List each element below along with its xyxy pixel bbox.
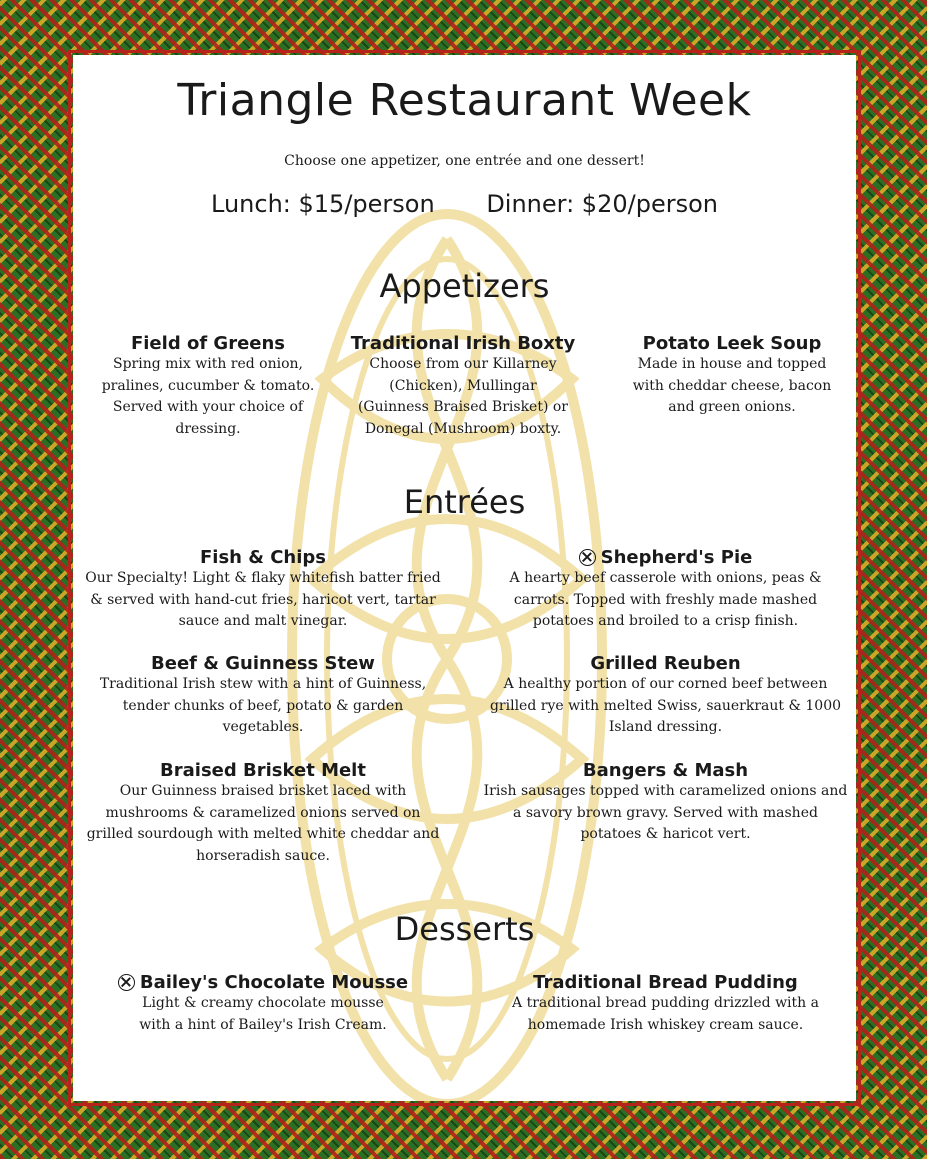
- menu-item: [338, 333, 588, 440]
- signature-dish-icon: [579, 549, 596, 566]
- item-name: Shepherd's Pie: [600, 547, 753, 568]
- menu-item: [83, 653, 443, 739]
- page-title: Triangle Restaurant Week: [177, 75, 752, 126]
- item-description: Choose from our Killarney (Chicken), Mullingar (Guinness Braised Brisket) or Donegal (Mushroom) boxty.: [357, 356, 569, 437]
- item-name: Traditional Irish Boxty: [350, 333, 576, 354]
- dinner-price: Dinner: $20/person: [486, 190, 718, 218]
- item-description: Made in house and topped with cheddar cheese, bacon and green onions.: [632, 356, 832, 415]
- item-description: Irish sausages topped with caramelized onions and a savory brown gravy. Served with mashed potatoes & haricot vert.: [483, 783, 848, 842]
- item-name: Fish & Chips: [199, 547, 327, 568]
- menu-item: [483, 972, 848, 1036]
- item-name: Beef & Guinness Stew: [151, 653, 375, 674]
- tagline: Choose one appetizer, one entrée and one dessert!: [284, 153, 645, 169]
- item-name: Bangers & Mash: [582, 760, 749, 781]
- item-description: Spring mix with red onion, pralines, cucumber & tomato. Served with your choice of dressing.: [101, 356, 315, 437]
- menu-item: [483, 547, 848, 633]
- item-name: Traditional Bread Pudding: [533, 972, 798, 993]
- menu-item: [83, 760, 443, 867]
- signature-dish-icon: [118, 974, 135, 991]
- item-name: Potato Leek Soup: [642, 333, 822, 354]
- item-name: Field of Greens: [130, 333, 286, 354]
- appetizers-heading: Appetizers: [379, 267, 550, 305]
- menu-item: [618, 333, 846, 419]
- item-description: A healthy portion of our corned beef between grilled rye with melted Swiss, sauerkraut & 1000 Island dressing.: [489, 676, 842, 735]
- menu-item: [483, 653, 848, 739]
- menu-item: [83, 972, 443, 1036]
- menu-page: [73, 55, 856, 1101]
- item-description: A traditional bread pudding drizzled with a homemade Irish whiskey cream sauce.: [512, 995, 819, 1033]
- item-description: Our Specialty! Light & flaky whitefish batter fried & served with hand-cut fries, haricot vert, tartar sauce and malt vinegar.: [85, 570, 441, 629]
- lunch-price: Lunch: $15/person: [211, 190, 435, 218]
- item-name: Bailey's Chocolate Mousse: [139, 972, 409, 993]
- desserts-heading: Desserts: [394, 910, 535, 948]
- menu-item: [78, 333, 338, 440]
- item-name: Grilled Reuben: [590, 653, 741, 674]
- entrees-heading: Entrées: [403, 483, 526, 521]
- item-description: A hearty beef casserole with onions, peas & carrots. Topped with freshly made mashed potatoes and broiled to a crisp finish.: [509, 570, 822, 629]
- item-description: Light & creamy chocolate mousse with a hint of Bailey's Irish Cream.: [139, 995, 387, 1033]
- item-description: Traditional Irish stew with a hint of Guinness, tender chunks of beef, potato & garden vegetables.: [99, 676, 427, 735]
- item-description: Our Guinness braised brisket laced with mushrooms & caramelized onions served on grilled sourdough with melted white cheddar and horseradish sauce.: [86, 783, 440, 864]
- item-name: Braised Brisket Melt: [160, 760, 366, 781]
- menu-item: [483, 760, 848, 846]
- menu-item: [83, 547, 443, 633]
- price-line: [73, 190, 856, 218]
